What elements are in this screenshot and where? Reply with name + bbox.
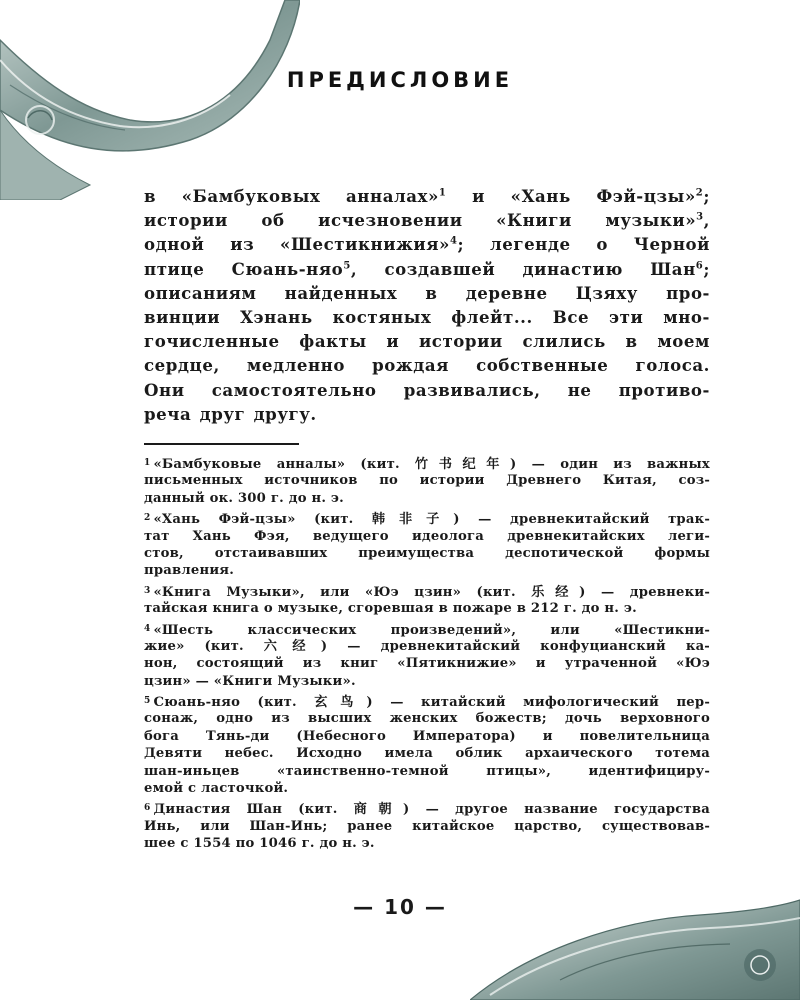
footnotes (144, 455, 710, 856)
ornament-bottom-right (470, 860, 800, 1000)
page-number: — 10 — (353, 895, 447, 919)
footnote-line: бога Тянь-ди (Небесного Императора) и повелительница (144, 728, 710, 744)
footnote-line: правления. (144, 563, 235, 579)
footnote-ref[interactable]: 4 (449, 235, 458, 247)
footnote-line: $^5$ Сюань-няо (кит. 玄鸟) — китайский мифологический пер- (144, 695, 710, 711)
footnote-ref[interactable]: 6 (695, 260, 704, 272)
footnote-line: стов, отстаивавших преимущества деспотической формы (144, 545, 710, 561)
footnote-line: $^3$ «Книга Музыки», или «Юэ цзин» (кит. 乐经) — древнеки- (144, 584, 710, 600)
footnote-line: нон, состоящий из книг «Пятикнижие» и утраченной «Юэ (144, 656, 710, 672)
footnote-line: $^6$ Династия Шан (кит. 商朝) — другое название государства (144, 802, 710, 818)
footnote-4 (144, 621, 710, 691)
footnote-line: $^2$ «Хань Фэй-цзы» (кит. 韩非子) — древнекитайский трак- (144, 512, 710, 528)
footnote-2 (144, 510, 710, 580)
body-line: сердце, медленно рождая собственные голоса. (144, 355, 710, 376)
footnote-ref[interactable]: 1 (438, 187, 447, 199)
body-line: птице Сюань-няо$^5$, создавшей династию Шан$^6$; (144, 258, 710, 279)
body-line: Они самостоятельно развивались, не противо- (144, 379, 710, 400)
body-line: гочисленные факты и истории слились в моем (144, 331, 710, 352)
main-text (144, 184, 710, 426)
footnote-ref[interactable]: 5 (343, 260, 351, 272)
footnote-line: шее с 1554 по 1046 г. до н. э. (144, 836, 375, 852)
footnote-6 (144, 800, 710, 852)
footnote-marker: 6 (144, 803, 151, 814)
footnote-line: цзин» — «Книги Музыки». (144, 673, 356, 689)
footnote-line: Девяти небес. Исходно имела облик архаического тотема (144, 746, 710, 762)
footnote-line: емой с ласточкой. (144, 781, 289, 797)
footnote-marker: 1 (144, 458, 151, 468)
body-line: описаниям найденных в деревне Цзяху про- (144, 282, 710, 303)
footnote-line: $^1$ «Бамбуковые анналы» (кит. 竹书纪年) — один из важных (144, 457, 710, 472)
body-line: в «Бамбуковых анналах»$^1$ и «Хань Фэй-цзы»$^2$; (144, 186, 710, 206)
footnote-line: письменных источников по истории Древнего Китая, соз- (144, 473, 710, 489)
footnote-ref[interactable]: 3 (696, 211, 704, 223)
chapter-header: ПРЕДИСЛОВИЕ (286, 68, 514, 92)
footnote-marker: 3 (144, 585, 151, 596)
footnote-line: тат Хань Фэя, ведущего идеолога древнекитайских леги- (144, 528, 710, 544)
body-line: винции Хэнань костяных флейт... Все эти мно- (144, 306, 710, 327)
footnote-1 (144, 455, 710, 507)
footnote-line: тайская книга о музыке, сгоревшая в пожаре в 212 г. до н. э. (144, 601, 637, 617)
footnote-line: $^4$ «Шесть классических произведений», или «Шестикни- (144, 622, 710, 638)
footnote-marker: 2 (144, 513, 151, 524)
footnote-line: сонаж, одно из высших женских божеств; дочь верховного (144, 711, 710, 727)
footnote-marker: 5 (144, 696, 151, 707)
footnote-line: жие» (кит. 六经) — древнекитайский конфуцианский ка- (144, 638, 710, 654)
footnote-3 (144, 583, 710, 618)
ornament-top-left (0, 0, 300, 200)
body-line: истории об исчезновении «Книги музыки»$^3$, (144, 210, 710, 231)
footnote-separator (144, 443, 299, 445)
body-line: реча друг другу. (144, 403, 317, 424)
body-line: одной из «Шестикнижия»$^4$; легенде о Черной (144, 234, 710, 255)
footnote-line: данный ок. 300 г. до н. э. (144, 490, 344, 506)
footnote-5 (144, 693, 710, 797)
footnote-line: Инь, или Шан-Инь; ранее китайское царство, существовав- (144, 818, 710, 834)
footnote-line: шан-иньцев «таинственно-темной птицы», идентифициру- (144, 763, 710, 779)
footnote-ref[interactable]: 2 (695, 187, 704, 199)
footnote-marker: 4 (144, 623, 151, 634)
